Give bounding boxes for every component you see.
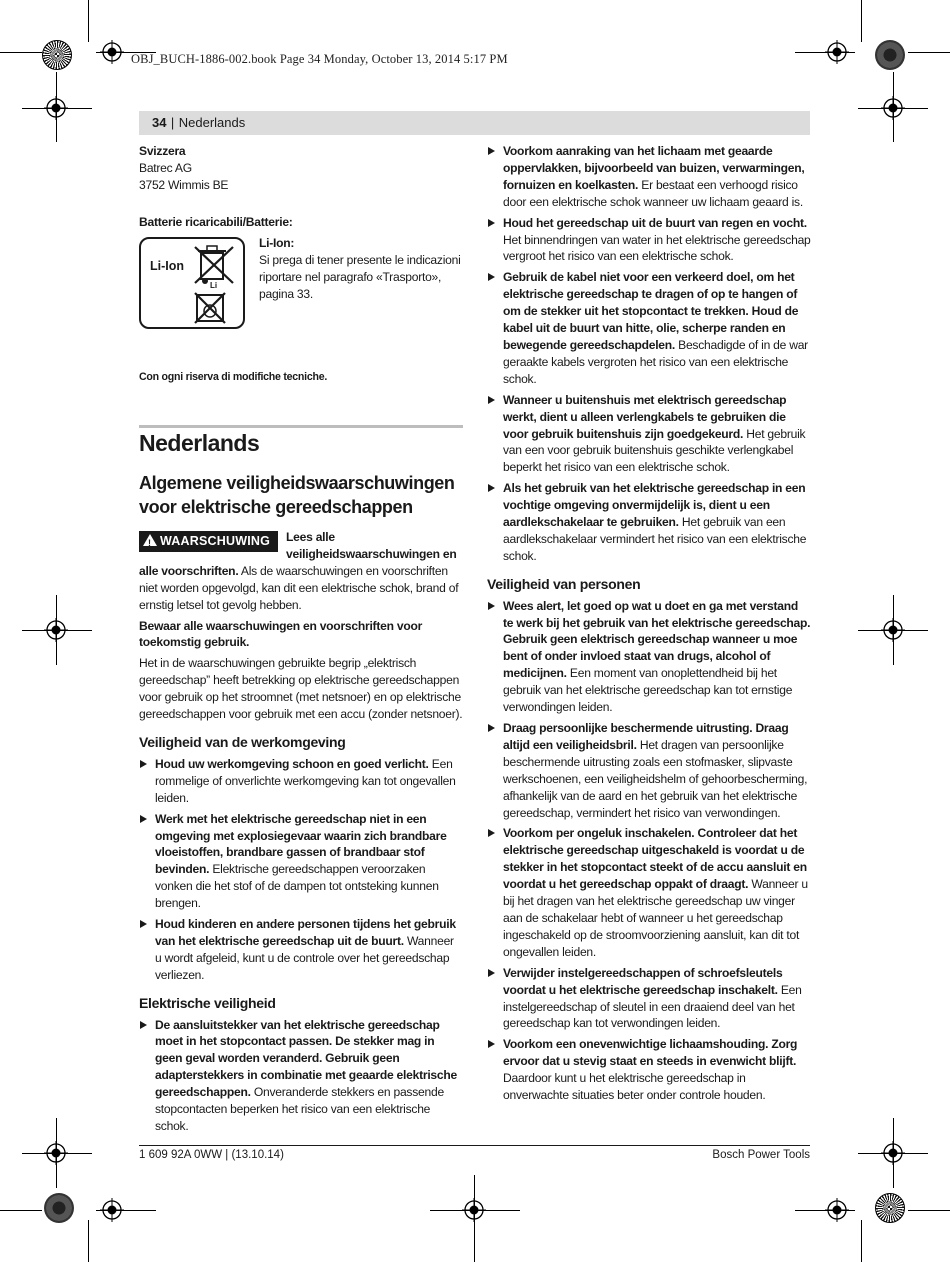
liion-note <box>259 235 465 303</box>
bullet-triangle-icon <box>488 829 495 837</box>
list-item: Voorkom een onevenwichtige lichaamshouding. Zorg ervoor dat u stevig staat en steeds in evenwicht blijft. Daardoor kunt u het elektrische gereedschap in onverwachte situaties beter onder controle houden. <box>487 1036 811 1104</box>
address-city: 3752 Wimmis BE <box>139 177 229 192</box>
list-item: Voorkom per ongeluk inschakelen. Controleer dat het elektrische gereedschap uitgeschakeld is voordat u de stekker in het stopcontact steekt of de accu aansluit en voordat u het gereedschap oppakt of draagt. Wanneer u bij het dragen van het elektrische gereedschap uw vinger aan de schakelaar hebt of wanneer u het gereedschap ingeschakeld op de stroomvoorziening aansluit, kan dit tot ongevallen leiden. <box>487 825 811 960</box>
left-body <box>139 427 463 1135</box>
battery-disposal-icon <box>139 237 245 329</box>
footer-brand: Bosch Power Tools <box>712 1149 810 1161</box>
header-section: Nederlands <box>178 115 246 130</box>
registration-mark-icon <box>44 1141 68 1165</box>
liion-title: Li-Ion: <box>259 236 295 250</box>
battery-heading: Batterie ricaricabili/Batterie: <box>139 215 293 229</box>
list-item: Houd het gereedschap uit de buurt van regen en vocht. Het binnendringen van water in het elektrische gereedschap vergroot het risico van een elektrische schok. <box>487 215 811 266</box>
address-country: Svizzera <box>139 144 186 158</box>
battery-section <box>139 214 463 231</box>
bullet-triangle-icon <box>488 273 495 281</box>
registration-mark-icon <box>825 1198 849 1222</box>
registration-mark-icon <box>44 618 68 642</box>
list-item: Draag persoonlijke beschermende uitrusting. Draag altijd een veiligheidsbril. Het dragen van persoonlijke beschermende uitrusting zoals een stofmasker, slipvaste werkschoenen, een veiligheidshelm of gehoorbescherming, afhankelijk van de aard en het gebruik van het elektrische gereedschap, vermindert het risico van verwondingen. <box>487 720 811 821</box>
main-heading: Algemene veiligheidswaarschuwingen voor elektrische gereedschappen <box>139 473 455 517</box>
bullet-triangle-icon <box>488 602 495 610</box>
warning-triangle-icon <box>143 534 157 546</box>
color-patch-icon <box>44 1193 74 1223</box>
color-patch-icon <box>875 40 905 70</box>
list-item: Houd uw werkomgeving schoon en goed verlicht. Een rommelige of onverlichte werkomgeving kan tot ongevallen leiden. <box>139 756 463 807</box>
term-text: Het in de waarschuwingen gebruikte begrip „elektrisch gereedschap” heeft betrekking op elektrische gereedschappen voor gebruik op het stroomnet (met netsnoer) en op elektrische gereedschappen voor gebruik met een accu (zonder netsnoer). <box>139 656 463 722</box>
electrical-heading: Elektrische veiligheid <box>139 994 276 1011</box>
registration-mark-icon <box>881 96 905 120</box>
list-item: Wees alert, let goed op wat u doet en ga met verstand te werk bij het gebruik van het elektrische gereedschap. Gebruik geen elektrisch gereedschap wanneer u moe bent of onder invloed staat van drugs, alcohol of medicijnen. Een moment van onoplettendheid bij het gebruik van het elektrische gereedschap kan tot ernstige verwondingen leiden. <box>487 598 811 716</box>
list-item: Gebruik de kabel niet voor een verkeerd doel, om het elektrische gereedschap te dragen of op te hangen of om de stekker uit het stopcontact te trekken. Houd de kabel uit de buurt van hitte, olie, scherpe randen en bewegende gereedschapdelen. Beschadigde of in de war geraakte kabels vergroten het risico van een elektrische schok. <box>487 269 811 387</box>
list-item: De aansluitstekker van het elektrische gereedschap moet in het stopcontact passen. De stekker mag in geen geval worden veranderd. Gebruik geen adapterstekkers in combinatie met geaarde elektrische gereedschappen. Onveranderde stekkers en passende stopcontacten beperken het risico van een elektrische schok. <box>139 1017 463 1135</box>
address-company: Batrec AG <box>139 160 192 175</box>
registration-mark-icon <box>100 1198 124 1222</box>
bullet-triangle-icon <box>140 760 147 768</box>
bullet-triangle-icon <box>488 396 495 404</box>
language-title: Nederlands <box>139 430 260 456</box>
list-item: Verwijder instelgereedschappen of schroefsleutels voordat u het elektrische gereedschap inschakelt. Een instelgereedschap of sleutel in een draaiend deel van het gereedschap kan tot verwondingen leiden. <box>487 965 811 1033</box>
header-separator: | <box>170 115 175 130</box>
bullet-triangle-icon <box>488 147 495 155</box>
file-header: OBJ_BUCH-1886-002.book Page 34 Monday, October 13, 2014 5:17 PM <box>131 52 508 66</box>
workplace-heading: Veiligheid van de werkomgeving <box>139 733 346 750</box>
bullet-triangle-icon <box>488 969 495 977</box>
reserve-text: Con ogni riserva di modifiche tecniche. <box>139 371 328 383</box>
bullet-triangle-icon <box>140 920 147 928</box>
registration-mark-icon <box>881 1141 905 1165</box>
warning-text: Als de waarschuwingen en voorschriften niet worden opgevolgd, kan dit een elektrische schok, brand of ernstig letsel tot gevolg hebben. <box>139 563 459 612</box>
footer-code: 1 609 92A 0WW | (13.10.14) <box>139 1149 284 1161</box>
page-number: 34 <box>152 115 167 130</box>
star-target-icon <box>875 1193 905 1223</box>
list-item: Wanneer u buitenshuis met elektrisch gereedschap werkt, dient u alleen verlengkabels te gebruiken die voor gebruik buitenshuis zijn goedgekeurd. Het gebruik van een voor gebruik buitenshuis geschikte verlengkabel beperkt het risico van een elektrische schok. <box>487 392 811 477</box>
footer-rule <box>139 1145 810 1146</box>
registration-mark-icon <box>100 40 124 64</box>
keep-instructions: Bewaar alle waarschuwingen en voorschriften voor toekomstig gebruik. <box>139 618 423 650</box>
star-target-icon <box>42 40 72 70</box>
list-item: Als het gebruik van het elektrische gereedschap in een vochtige omgeving onvermijdelijk is, dient u een aardlekschakelaar te gebruiken. Het gebruik van een aardlekschakelaar vermindert het risico van een elektrische schok. <box>487 480 811 565</box>
page-header <box>139 111 810 135</box>
bullet-triangle-icon <box>488 1040 495 1048</box>
bullet-triangle-icon <box>488 484 495 492</box>
list-item: Houd kinderen en andere personen tijdens het gebruik van het elektrische gereedschap uit de buurt. Wanneer u wordt afgeleid, kunt u de controle over het gereedschap verliezen. <box>139 916 463 984</box>
liion-text: Si prega di tener presente le indicazioni riportare nel paragrafo «Trasporto», pagina 33. <box>259 252 461 301</box>
registration-mark-icon <box>881 618 905 642</box>
battery-icon-label: Li-Ion <box>150 259 185 273</box>
list-item: Werk met het elektrische gereedschap niet in een omgeving met explosiegevaar waarin zich brandbare vloeistoffen, brandbare gassen of brandbaar stof bevinden. Elektrische gereedschappen veroorzaken vonken die het stof of de dampen tot ontsteking kunnen brengen. <box>139 811 463 912</box>
reserve-note <box>139 369 463 386</box>
warning-block <box>139 529 463 614</box>
warning-badge: !WAARSCHUWING <box>139 531 278 552</box>
bullet-triangle-icon <box>140 1021 147 1029</box>
left-column <box>139 143 463 194</box>
registration-mark-icon <box>825 40 849 64</box>
bullet-triangle-icon <box>488 724 495 732</box>
bullet-triangle-icon <box>488 219 495 227</box>
battery-icon-sub: Li <box>210 281 218 290</box>
right-column <box>487 143 811 1104</box>
bullet-triangle-icon <box>140 815 147 823</box>
registration-mark-icon <box>44 96 68 120</box>
list-item: Voorkom aanraking van het lichaam met geaarde oppervlakken, bijvoorbeeld van buizen, verwarmingen, fornuizen en koelkasten. Er bestaat een verhoogd risico door een elektrische schok wanneer uw lichaam geaard is. <box>487 143 811 211</box>
registration-mark-icon <box>462 1198 486 1222</box>
warning-bold: Lees alle veiligheidswaarschuwingen en alle voorschriften. <box>139 530 457 578</box>
persons-heading: Veiligheid van personen <box>487 575 641 592</box>
